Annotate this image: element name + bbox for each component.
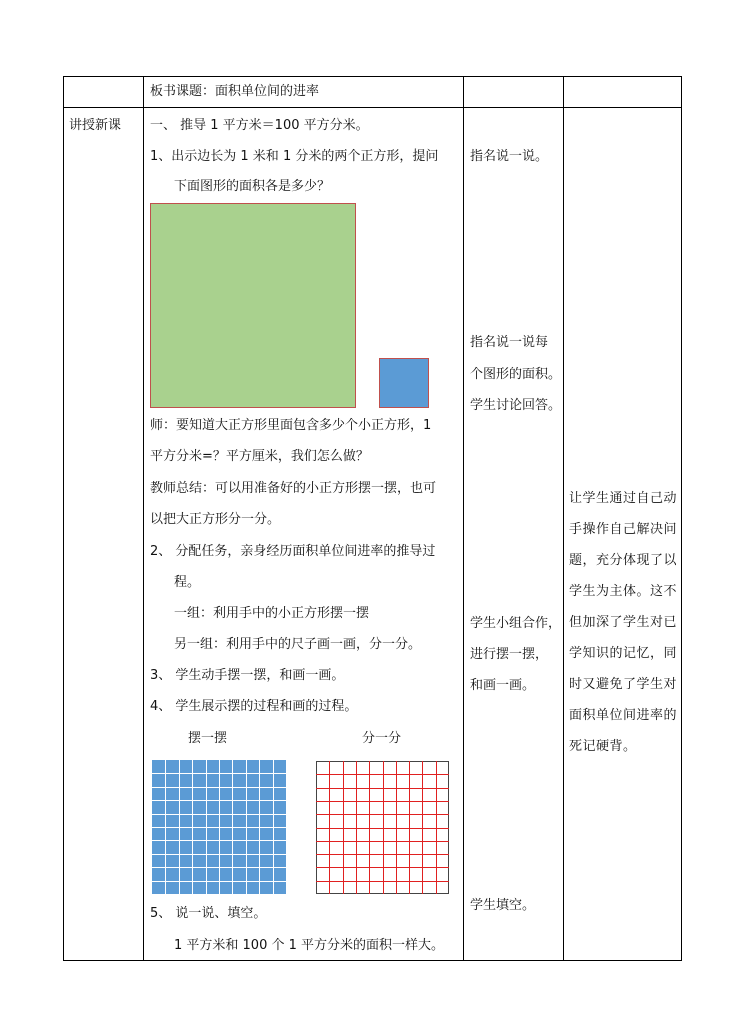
content-line-4: 师：要知道大正方形里面包含多少个小正方形，1: [150, 418, 432, 433]
table-divider-3: [563, 76, 564, 961]
table-border-header: [63, 107, 682, 108]
student-activity-2a: 指名说一说每: [470, 335, 549, 350]
section-label: 讲授新课: [69, 118, 122, 133]
blue-tile-grid: [152, 760, 286, 894]
red-line-grid: [316, 761, 449, 894]
student-activity-3a: 学生小组合作，: [470, 616, 562, 631]
content-line-13: 4、 学生展示摆的过程和画的过程。: [150, 699, 358, 714]
label-fen-yi-fen: 分一分: [362, 731, 402, 746]
student-activity-3c: 和画一画。: [470, 678, 536, 693]
table-border-bottom: [63, 960, 682, 961]
label-bai-yi-bai: 摆一摆: [188, 731, 228, 746]
header-title: 板书课题：面积单位间的进率: [150, 84, 320, 99]
content-line-2: 1、出示边长为 1 米和 1 分米的两个正方形，提问: [150, 149, 439, 164]
table-border-left: [63, 76, 64, 961]
content-line-12: 3、 学生动手摆一摆，和画一画。: [150, 668, 345, 683]
content-line-9: 程。: [174, 575, 201, 590]
content-line-1: 一、 推导 1 平方米＝100 平方分米。: [150, 118, 369, 133]
large-square-figure: [150, 203, 356, 408]
content-line-3: 下面图形的面积各是多少？: [174, 179, 331, 194]
student-activity-2b: 个图形的面积。: [470, 367, 562, 382]
design-intent-text: 让学生通过自己动手操作自己解决问题，充分体现了以学生为主体。这不但加深了学生对已学知识的记忆，同时又避免了学生对面积单位间进率的死记硬背。: [569, 491, 678, 754]
content-line-10: 一组：利用手中的小正方形摆一摆: [174, 606, 370, 621]
student-activity-4: 学生填空。: [470, 898, 536, 913]
student-activity-3b: 进行摆一摆，: [470, 647, 549, 662]
table-divider-2: [463, 76, 464, 961]
student-activity-2c: 学生讨论回答。: [470, 398, 562, 413]
content-line-5: 平方分米=？平方厘米，我们怎么做？: [150, 449, 369, 464]
small-square-figure: [379, 358, 429, 408]
content-line-7: 以把大正方形分一分。: [150, 512, 281, 527]
table-border-right: [681, 76, 682, 961]
table-divider-1: [143, 76, 144, 961]
student-activity-1: 指名说一说。: [470, 149, 549, 164]
content-line-11: 另一组：利用手中的尺子画一画，分一分。: [174, 637, 422, 652]
content-line-6: 教师总结：可以用准备好的小正方形摆一摆，也可: [150, 481, 437, 496]
content-line-8: 2、 分配任务，亲身经历面积单位间进率的推导过: [150, 544, 436, 559]
content-line-14: 5、 说一说、填空。: [150, 906, 267, 921]
content-line-15: 1 平方米和 100 个 1 平方分米的面积一样大。: [174, 938, 445, 953]
table-border-top: [63, 76, 682, 77]
